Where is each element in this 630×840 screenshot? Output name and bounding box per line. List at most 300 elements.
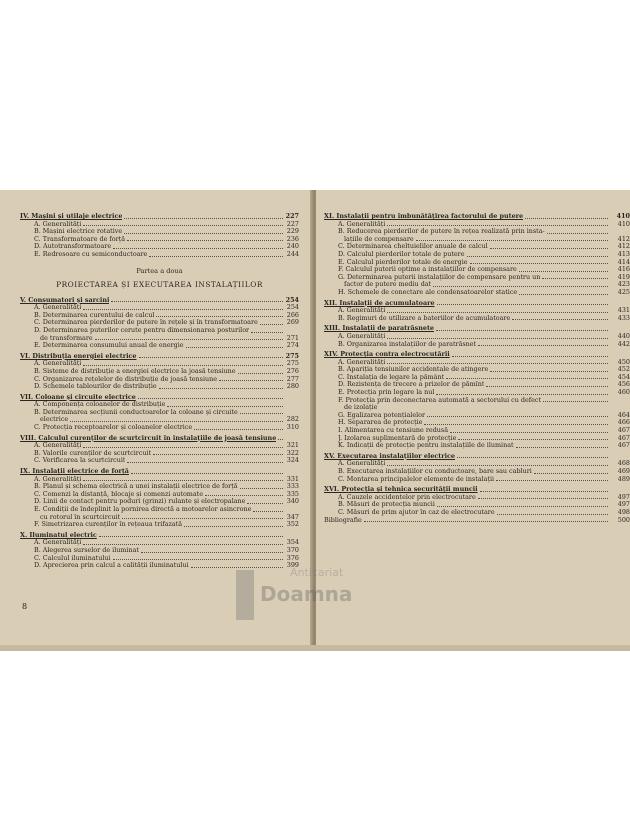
toc-entry-title: D. Autotransformatoare [34, 243, 112, 251]
toc-entry [20, 368, 299, 376]
toc-entry-page: 335 [286, 489, 299, 498]
dot-leader [83, 365, 283, 366]
toc-entry-title: D. Determinarea puterilor cerute pentru dimensionarea posturilor [34, 326, 250, 334]
toc-entry-title: C. Măsuri de prim ajutor în caz de electrocutare [338, 508, 495, 516]
toc-entry [324, 281, 630, 289]
toc-entry-title: B. Valorile curenților de scurtcircuit [34, 449, 152, 457]
dot-leader [547, 233, 608, 234]
toc-entry-page: 280 [286, 382, 299, 391]
dot-leader [238, 373, 283, 374]
dot-leader [470, 263, 608, 264]
toc-entry [20, 360, 299, 368]
toc-chapter [20, 435, 299, 443]
dot-leader [458, 439, 608, 440]
dot-leader [478, 498, 608, 499]
toc-entry-title: F. Calculul puterii optime a instalațiilor de compensare [338, 266, 517, 274]
toc-entry-page: 413 [617, 249, 630, 258]
toc-entry-page: 412 [617, 234, 630, 243]
toc-entry-title: factor de putere mediu dat [344, 281, 432, 289]
toc-entry-page: 275 [286, 359, 299, 368]
dot-leader [433, 286, 608, 287]
dot-leader [452, 356, 608, 357]
toc-entry-page: 469 [617, 467, 630, 475]
toc-entry [20, 547, 299, 555]
toc-entry [20, 442, 299, 450]
toc-entry-title: VIII. Calculul curenților de scurtcircuit în instalațiile de joasă tensiune [20, 434, 277, 442]
toc-entry-page: 497 [617, 492, 630, 501]
toc-entry-title: A. Generalități [338, 358, 386, 366]
toc-entry-title: B. Reducerea pierderilor de putere în rețea realizată prin insta- [338, 228, 545, 236]
toc-entry-title: E. Calculul pierderilor totale de energie [338, 258, 468, 266]
dot-leader [364, 521, 608, 522]
watermark-mark [236, 570, 254, 620]
dot-leader [490, 371, 608, 372]
toc-entry-title: A. Cauzele accidentelor prin electrocutare [338, 493, 476, 501]
toc-chapter [20, 468, 299, 476]
dot-leader [83, 447, 283, 448]
toc-entry [324, 341, 630, 349]
toc-entry [20, 498, 299, 506]
toc-entry-page: 310 [286, 423, 299, 432]
dot-leader [186, 347, 283, 348]
toc-entry-page: 331 [286, 474, 299, 483]
dot-leader [497, 514, 608, 515]
toc-entry [20, 335, 299, 343]
toc-entry [324, 435, 630, 443]
toc-entry [324, 366, 630, 374]
toc-entry-page: 322 [286, 448, 299, 457]
toc-entry-title: A. Generalități [34, 475, 82, 483]
toc-entry-page: 352 [286, 520, 299, 529]
toc-entry-page: 282 [286, 415, 299, 424]
toc-entry-title: D. Aprecierea prin calcul a calității iluminatului [34, 562, 189, 570]
page-edge [0, 645, 630, 651]
toc-entry [20, 228, 299, 236]
toc-entry [324, 517, 630, 525]
toc-entry-title: XIV. Protecția contra electrocutării [324, 351, 450, 359]
toc-entry-title: E. Determinarea consumului anual de energie [34, 342, 184, 350]
toc-entry [20, 450, 299, 458]
dot-leader [83, 309, 283, 310]
toc-entry [324, 476, 630, 484]
toc-entry [324, 333, 630, 341]
dot-leader [496, 480, 608, 481]
toc-entry-title: C. Determinarea cheltuielilor anuale de calcul [338, 243, 488, 251]
toc-entry-page: 450 [617, 357, 630, 366]
dot-leader [437, 304, 608, 305]
toc-entry-title: XII. Instalații de acumulatoare [324, 299, 435, 307]
toc-entry-page: 254 [286, 303, 299, 312]
toc-entry-page: 466 [617, 418, 630, 427]
dot-leader [124, 218, 283, 219]
toc-entry-title: C. Comenzi la distanță, blocaje și comenzi automate [34, 490, 204, 498]
toc-entry-title: B. Determinarea curentului de calcul [34, 311, 155, 319]
toc-entry [324, 501, 630, 509]
toc-entry [20, 409, 299, 417]
toc-entry-title: A. Generalități [34, 304, 82, 312]
toc-entry [20, 319, 299, 327]
toc-entry [324, 374, 630, 382]
dot-leader [480, 491, 608, 492]
toc-entry-title: Bibliografie [324, 516, 362, 524]
toc-entry-page: 489 [617, 474, 630, 483]
toc-entry-title: IX. Instalații electrice de forță [20, 468, 129, 476]
toc-entry-title: E. Condiții de îndeplinit la pornirea directă a motoarelor asincrone [34, 506, 252, 513]
toc-entry [20, 243, 299, 251]
dot-leader [205, 495, 283, 496]
toc-entry-title: A. Generalități [34, 220, 82, 228]
toc-entry-title: XI. Instalații pentru îmbunătățirea factorului de putere [324, 213, 524, 220]
dot-leader [424, 424, 608, 425]
toc-entry-title: E. Protecția prin legare la nul [338, 389, 435, 397]
toc-entry-title: C. Transformatoare de forță [34, 235, 126, 243]
dot-leader [111, 301, 283, 302]
toc-entry-title: J. Izolarea suplimentară de protecție [338, 434, 457, 442]
dot-leader [219, 380, 283, 381]
toc-entry-page: 274 [286, 341, 299, 350]
toc-list-right [324, 213, 630, 524]
dot-leader [467, 256, 608, 257]
toc-entry-title: V. Consumatori și sarcini [20, 296, 110, 304]
dot-leader [156, 316, 283, 317]
toc-entry-title: de izolație [344, 404, 378, 412]
toc-chapter [324, 486, 630, 494]
toc-entry [324, 274, 630, 282]
toc-entry-page: 416 [617, 265, 630, 274]
toc-entry-title: G. Egalizarea potențialelor [338, 411, 426, 419]
toc-entry-page: 244 [286, 249, 299, 258]
dot-leader [159, 388, 283, 389]
toc-entry [20, 342, 299, 350]
watermark-logo [228, 560, 378, 620]
toc-entry [20, 251, 299, 259]
toc-entry-title: K. Indicații de protecție pentru instalațiile de iluminat [338, 442, 514, 450]
toc-entry [324, 221, 630, 229]
toc-entry [324, 243, 630, 251]
toc-chapter [324, 300, 630, 308]
toc-entry-title: D. Calculul pierderilor totale de putere [338, 250, 465, 258]
dot-leader [113, 248, 283, 249]
toc-entry-title: B. Determinarea secțiunii conductoarelor la coloane și circuite [34, 408, 238, 416]
dot-leader [95, 339, 283, 340]
toc-entry-page: 347 [286, 512, 299, 521]
toc-entry-title: A. Generalități [338, 332, 386, 340]
toc-entry [20, 383, 299, 391]
toc-entry-title: D. Rezistența de trecere a prizelor de pămînt [338, 381, 485, 389]
dot-leader [387, 338, 608, 339]
toc-entry-title: A. Componența coloanelor de distribuție [34, 401, 166, 409]
dot-leader [131, 473, 283, 474]
toc-entry-title: VII. Coloane și circuite electrice [20, 393, 136, 401]
toc-entry [20, 327, 299, 335]
dot-leader [450, 432, 608, 433]
toc-entry-title: E. Redresoare cu semiconductoare [34, 250, 148, 258]
toc-entry-title: de transformare [40, 334, 93, 342]
toc-entry [324, 251, 630, 259]
toc-entry-page: 412 [617, 242, 630, 251]
toc-entry [324, 359, 630, 367]
toc-entry-title: F. Simetrizarea curenților în rețeaua trifazată [34, 521, 183, 529]
toc-entry-title: lațiile de compensare [344, 235, 414, 243]
toc-entry [20, 416, 299, 424]
open-book [0, 190, 630, 660]
toc-entry-page: 464 [617, 410, 630, 419]
dot-leader [122, 518, 283, 519]
toc-entry-page: 227 [285, 212, 299, 220]
toc-entry [20, 506, 299, 514]
toc-entry-page: 324 [286, 456, 299, 465]
toc-entry [20, 424, 299, 432]
toc-entry [324, 404, 630, 412]
toc-entry-title: C. Montarea principalelor elemente de instalații [338, 475, 495, 483]
dot-leader [519, 271, 608, 272]
toc-entry-page: 254 [285, 295, 299, 304]
toc-entry-page: 266 [286, 310, 299, 319]
dot-leader [127, 240, 283, 241]
toc-entry-title: C. Instalația de legare la pământ [338, 373, 445, 381]
toc-entry-title: F. Protecția prin deconectarea automată a sectorului cu defect [338, 396, 542, 404]
toc-list-left [20, 297, 299, 570]
dot-leader [436, 330, 608, 331]
toc-entry [324, 389, 630, 397]
toc-chapter [20, 532, 299, 540]
toc-entry-title: H. Separarea de protecție [338, 419, 423, 427]
toc-chapter [20, 297, 299, 305]
dot-leader [543, 401, 608, 402]
dot-leader [260, 324, 283, 325]
toc-entry-page: 467 [617, 433, 630, 442]
watermark-small-text: Anticariat [290, 566, 344, 579]
toc-entry-title: H. Schemele de conectare ale condensatoarelor statice [338, 288, 518, 296]
toc-entry-title: X. Iluminatul electric [20, 531, 97, 539]
toc-entry-page: 425 [617, 287, 630, 296]
toc-entry-title: VI. Distribuția energiei electrice [20, 352, 137, 360]
toc-entry-page: 271 [286, 333, 299, 342]
dot-leader [184, 526, 283, 527]
toc-entry-page: 275 [285, 351, 299, 360]
toc-entry-page: 333 [286, 482, 299, 491]
toc-entry [20, 376, 299, 384]
toc-entry [324, 460, 630, 468]
dot-leader [387, 465, 608, 466]
dot-leader [167, 406, 283, 407]
toc-entry-page: 354 [286, 538, 299, 547]
toc-entry [20, 514, 299, 522]
toc-entry-title: B. Măsuri de protecția muncii [338, 501, 435, 509]
toc-entry-page: 340 [286, 497, 299, 506]
toc-entry-page: 498 [617, 507, 630, 516]
toc-entry-page: 269 [286, 318, 299, 327]
toc-entry-title: C. Protecția receptoarelor și coloanelor electrice [34, 424, 193, 432]
toc-chapter [20, 353, 299, 361]
toc-entry-title: C. Determinarea pierderilor de putere în rețele și în transformatoare [34, 319, 258, 327]
dot-leader [486, 386, 608, 387]
toc-entry-title: C. Calculul iluminatului [34, 554, 111, 562]
toc-entry [324, 442, 630, 450]
toc-entry-title: A. Generalități [338, 307, 386, 315]
dot-leader [416, 240, 608, 241]
toc-entry-title: XVI. Protecția și tehnica securității muncii [324, 486, 478, 494]
dot-leader [251, 332, 283, 333]
toc-chapter [20, 394, 299, 402]
toc-entry [324, 468, 630, 476]
toc-entry [20, 491, 299, 499]
toc-entry-page: 460 [617, 388, 630, 397]
dot-leader [427, 416, 608, 417]
toc-entry-page: 454 [617, 372, 630, 381]
dot-leader [247, 503, 283, 504]
toc-entry-title: D. Linii de contact pentru poduri (grinzi) rulante și electropalane [34, 498, 246, 506]
toc-entry-page: 321 [286, 441, 299, 450]
toc-entry [20, 539, 299, 547]
toc-entry [324, 381, 630, 389]
toc-entry [324, 419, 630, 427]
toc-entry [324, 427, 630, 435]
dot-leader [457, 457, 608, 458]
toc-entry-page: 500 [617, 515, 630, 524]
toc-entry-page: 410 [617, 219, 630, 228]
dot-leader [490, 248, 608, 249]
toc-entry [20, 521, 299, 529]
dot-leader [534, 473, 608, 474]
toc-entry-page: 468 [617, 459, 630, 468]
toc-entry-title: A. Generalități [338, 220, 386, 228]
page-number: 8 [22, 602, 28, 611]
toc-entry-page: 277 [286, 374, 299, 383]
toc-entry-page: 410 [616, 212, 630, 220]
toc-entry-page: 240 [286, 242, 299, 251]
toc-entry-page: 433 [617, 313, 630, 322]
toc-entry [20, 457, 299, 465]
toc-entry-page: 456 [617, 380, 630, 389]
dot-leader [253, 511, 283, 512]
dot-leader [478, 345, 608, 346]
dot-leader [437, 506, 608, 507]
dot-leader [446, 378, 608, 379]
dot-leader [83, 480, 283, 481]
dot-leader [240, 413, 283, 414]
toc-entry-title: B. Mașini electrice rotative [34, 228, 123, 236]
toc-entry-title: electrice [40, 416, 69, 424]
toc-entry-title: B. Organizarea instalațiilor de paratrăsnet [338, 340, 477, 348]
dot-leader [387, 312, 608, 313]
toc-entry [324, 509, 630, 517]
toc-entry-page: 229 [286, 227, 299, 236]
toc-entry-page: 467 [617, 426, 630, 435]
toc-entry-title: B. Apariția tensiunilor accidentale de atingere [338, 366, 489, 374]
dot-leader [525, 218, 608, 219]
toc-entry-title: B. Alegerea surselor de iluminat [34, 546, 139, 554]
dot-leader [141, 552, 283, 553]
toc-entry [324, 259, 630, 267]
dot-leader [153, 454, 283, 455]
dot-leader [83, 225, 283, 226]
toc-entry-page: 431 [617, 306, 630, 315]
dot-leader [387, 225, 608, 226]
toc-entry-title: I. Alimentarea cu tensiune redusă [338, 427, 448, 435]
toc-entry-title: cu rotorul în scurtcircuit [40, 513, 121, 521]
toc-entry-title: C. Organizarea rețelelor de distribuție de joasă tensiune [34, 375, 218, 383]
dot-leader [519, 294, 608, 295]
toc-entry-title: B. Regimuri de utilizare a bateriilor de acumulatoare [338, 314, 511, 322]
dot-leader [512, 319, 608, 320]
toc-entry-title: XIII. Instalații de paratrăsnete [324, 325, 434, 333]
toc-entry-page: 276 [286, 366, 299, 375]
toc-entry-title: B. Executarea instalațiilor cu conductoare, bare sau cabluri [338, 468, 532, 475]
toc-entry-page: 370 [286, 545, 299, 554]
dot-leader [194, 429, 283, 430]
toc-entry [324, 307, 630, 315]
toc-entry [324, 266, 630, 274]
dot-leader [436, 394, 608, 395]
toc-entry [20, 483, 299, 491]
toc-entry-title: A. Generalități [34, 360, 82, 368]
toc-entry [20, 312, 299, 320]
toc-entry [20, 304, 299, 312]
toc-entry-page: 440 [617, 331, 630, 340]
toc-entry-title: A. Generalități [34, 442, 82, 450]
toc-entry-title: XV. Executarea instalațiilor electrice [324, 452, 456, 460]
toc-entry-title: B. Planul și schema electrică a unei instalații electrice de forță [34, 483, 238, 491]
toc-entry-page: 376 [286, 553, 299, 562]
toc-entry-page: 452 [617, 365, 630, 374]
dot-leader [139, 357, 284, 358]
dot-leader [138, 398, 283, 399]
toc-entry-title: G. Determinarea puterii instalațiilor de compensare pentru un [338, 273, 541, 281]
toc-entry-page: 227 [286, 219, 299, 228]
toc-chapter [20, 213, 299, 221]
watermark-text: Doamna [260, 582, 353, 606]
dot-leader [83, 544, 283, 545]
toc-entry [324, 289, 630, 297]
dot-leader [542, 278, 608, 279]
dot-leader [278, 439, 283, 440]
toc-entry [20, 476, 299, 484]
dot-leader [240, 488, 283, 489]
dot-leader [127, 462, 283, 463]
toc-entry [20, 221, 299, 229]
dot-leader [99, 536, 283, 537]
toc-entry-title: A. Generalități [338, 460, 386, 468]
toc-entry-title: IV. Mașini și utilaje electrice [20, 213, 123, 220]
toc-entry [324, 412, 630, 420]
toc-entry [20, 401, 299, 409]
toc-entry [324, 397, 630, 405]
toc-entry-page: 497 [617, 500, 630, 509]
dot-leader [70, 421, 283, 422]
toc-chapter [324, 213, 630, 221]
toc-entry-page: 414 [617, 257, 630, 266]
toc-entry-page: 399 [286, 561, 299, 570]
toc-entry-page: 423 [617, 280, 630, 289]
toc-entry [324, 228, 630, 236]
toc-entry-page: 442 [617, 339, 630, 348]
toc-entry-title: D. Schemele tablourilor de distribuție [34, 383, 157, 391]
toc-chapter [324, 325, 630, 333]
toc-list-left-top [20, 213, 299, 259]
toc-entry-page: 419 [617, 272, 630, 281]
dot-leader [516, 447, 608, 448]
part-title: PROIECTAREA ȘI EXECUTAREA INSTALAȚIILOR [56, 279, 263, 289]
toc-entry [20, 236, 299, 244]
dot-leader [149, 256, 283, 257]
toc-entry-page: 467 [617, 441, 630, 450]
toc-chapter [324, 351, 630, 359]
toc-entry-title: A. Generalități [34, 539, 82, 547]
toc-entry [324, 315, 630, 323]
part-label: Partea a doua [136, 266, 183, 275]
toc-entry-title: C. Verificarea la scurtcircuit [34, 457, 126, 465]
